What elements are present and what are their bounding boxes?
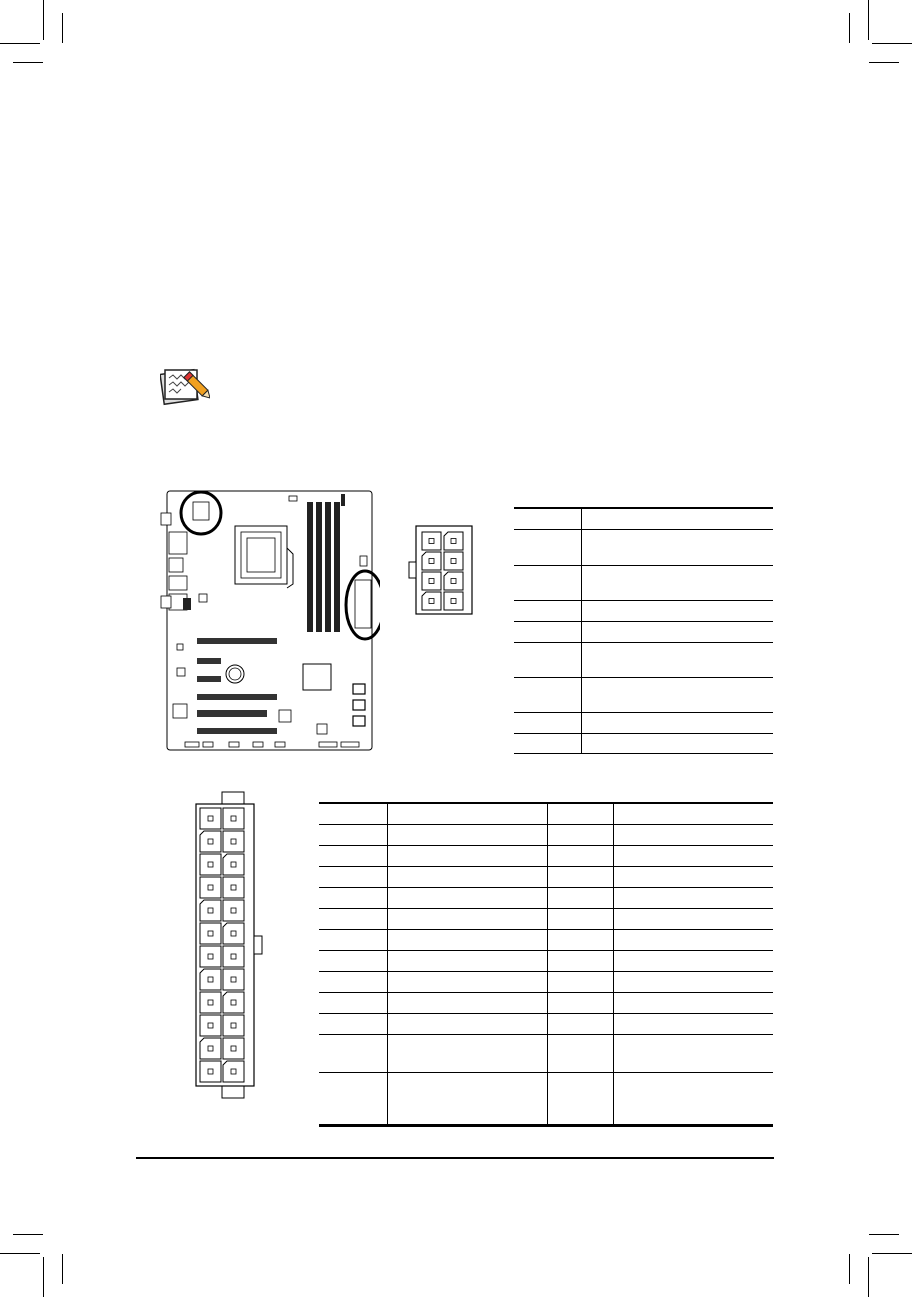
connector-pin-contact <box>208 977 213 982</box>
table-cell <box>319 950 387 971</box>
table-cell <box>613 824 773 845</box>
table-row <box>319 824 773 845</box>
connector-pin-contact <box>208 1046 213 1051</box>
table-cell <box>514 642 581 677</box>
table-cell <box>547 950 613 971</box>
table-row <box>514 621 773 642</box>
table-row <box>319 845 773 866</box>
table-cell <box>514 677 581 712</box>
table-cell <box>613 1072 773 1124</box>
connector-pin-contact <box>208 885 213 890</box>
table-cell <box>319 1072 387 1124</box>
table-cell <box>613 971 773 992</box>
table-row <box>319 1013 773 1034</box>
table-cell <box>319 824 387 845</box>
connector-pin-contact <box>208 908 213 913</box>
table-cell <box>387 950 547 971</box>
table-row <box>319 992 773 1013</box>
connector-pin-contact <box>231 839 236 844</box>
table-cell <box>387 866 547 887</box>
table-cell <box>514 733 581 753</box>
table-cell <box>581 600 773 621</box>
table-cell <box>387 845 547 866</box>
connector-pin-contact <box>231 931 236 936</box>
connector-pin-contact <box>231 816 236 821</box>
table-cell <box>581 508 773 529</box>
table-cell <box>514 712 581 733</box>
table-row <box>319 950 773 971</box>
connector-pin-contact <box>231 885 236 890</box>
table-cell <box>547 824 613 845</box>
table-row <box>514 600 773 621</box>
table-cell <box>547 887 613 908</box>
table-cell <box>319 908 387 929</box>
table-row <box>319 866 773 887</box>
atx12v-pin-table <box>514 507 773 754</box>
table-row <box>319 908 773 929</box>
connector-pin-contact <box>208 839 213 844</box>
table-cell <box>387 971 547 992</box>
table-row <box>514 508 773 529</box>
table-cell <box>613 992 773 1013</box>
connector-pin-contact <box>451 559 456 564</box>
table-cell <box>581 642 773 677</box>
connector-pin-contact <box>208 954 213 959</box>
table-cell <box>319 866 387 887</box>
connector-pin-contact <box>208 862 213 867</box>
table-cell <box>387 908 547 929</box>
connector-pin-contact <box>231 1069 236 1074</box>
table-cell <box>319 887 387 908</box>
table-cell <box>613 908 773 929</box>
table-cell <box>514 565 581 600</box>
table-cell <box>547 929 613 950</box>
connector-pin-contact <box>231 1023 236 1028</box>
table-row <box>319 929 773 950</box>
table-cell <box>387 887 547 908</box>
table-row <box>319 1125 773 1126</box>
table-row <box>319 887 773 908</box>
table-cell <box>547 1013 613 1034</box>
connector-pin-contact <box>231 1000 236 1005</box>
table-cell <box>613 1013 773 1034</box>
connector-pin-contact <box>429 539 434 544</box>
table-row <box>514 642 773 677</box>
footer-rule <box>136 1157 774 1159</box>
table-cell <box>387 803 547 824</box>
table-cell <box>514 621 581 642</box>
table-cell <box>319 992 387 1013</box>
connector-pin-contact <box>231 954 236 959</box>
table-cell <box>547 845 613 866</box>
connector-pin-contact <box>208 1023 213 1028</box>
table-cell <box>514 508 581 529</box>
table-cell <box>319 1013 387 1034</box>
table-cell <box>581 733 773 753</box>
table-cell <box>319 971 387 992</box>
table-cell <box>387 1013 547 1034</box>
connector-pin-contact <box>451 579 456 584</box>
table-cell <box>547 1125 613 1126</box>
table-row <box>514 565 773 600</box>
table-cell <box>319 1125 387 1126</box>
table-row <box>319 803 773 824</box>
connector-pin-contact <box>231 1046 236 1051</box>
table-row <box>319 1034 773 1072</box>
connector-pin-contact <box>429 579 434 584</box>
table-cell <box>547 1034 613 1072</box>
table-cell <box>581 621 773 642</box>
table-cell <box>319 929 387 950</box>
table-cell <box>547 992 613 1013</box>
table-cell <box>581 529 773 565</box>
table-cell <box>514 529 581 565</box>
connector-pin-contact <box>208 1069 213 1074</box>
table-cell <box>547 866 613 887</box>
atx12v-connector-diagram <box>406 524 474 616</box>
table-cell <box>581 677 773 712</box>
connector-pin-contact <box>208 931 213 936</box>
table-row <box>319 1072 773 1124</box>
table-cell <box>613 1125 773 1126</box>
table-cell <box>387 824 547 845</box>
table-cell <box>547 908 613 929</box>
note-pencil-icon <box>160 366 210 408</box>
table-cell <box>613 950 773 971</box>
table-cell <box>387 1034 547 1072</box>
atx-pin-table <box>319 802 773 1127</box>
connector-pin-contact <box>208 1000 213 1005</box>
table-cell <box>581 565 773 600</box>
table-cell <box>613 803 773 824</box>
connector-pin-contact <box>429 599 434 604</box>
connector-pin-contact <box>208 816 213 821</box>
table-cell <box>319 845 387 866</box>
table-cell <box>613 845 773 866</box>
table-row <box>514 677 773 712</box>
connector-pin-contact <box>231 862 236 867</box>
connector-pin-contact <box>231 977 236 982</box>
table-cell <box>547 803 613 824</box>
table-cell <box>319 803 387 824</box>
connector-pin-contact <box>231 908 236 913</box>
table-cell <box>387 1125 547 1126</box>
connector-pin-contact <box>429 559 434 564</box>
connector-pin-contact <box>451 539 456 544</box>
table-cell <box>387 929 547 950</box>
table-row <box>514 529 773 565</box>
table-cell <box>387 992 547 1013</box>
table-cell <box>547 1072 613 1124</box>
table-row <box>514 733 773 753</box>
table-cell <box>613 866 773 887</box>
atx-24pin-connector-diagram <box>190 790 270 1110</box>
table-row <box>514 712 773 733</box>
table-cell <box>514 600 581 621</box>
table-row <box>319 971 773 992</box>
table-cell <box>581 712 773 733</box>
table-cell <box>613 929 773 950</box>
motherboard-diagram <box>155 488 380 756</box>
table-cell <box>613 1034 773 1072</box>
table-cell <box>613 887 773 908</box>
table-cell <box>387 1072 547 1124</box>
connector-pin-contact <box>451 599 456 604</box>
table-cell <box>319 1034 387 1072</box>
table-cell <box>547 971 613 992</box>
